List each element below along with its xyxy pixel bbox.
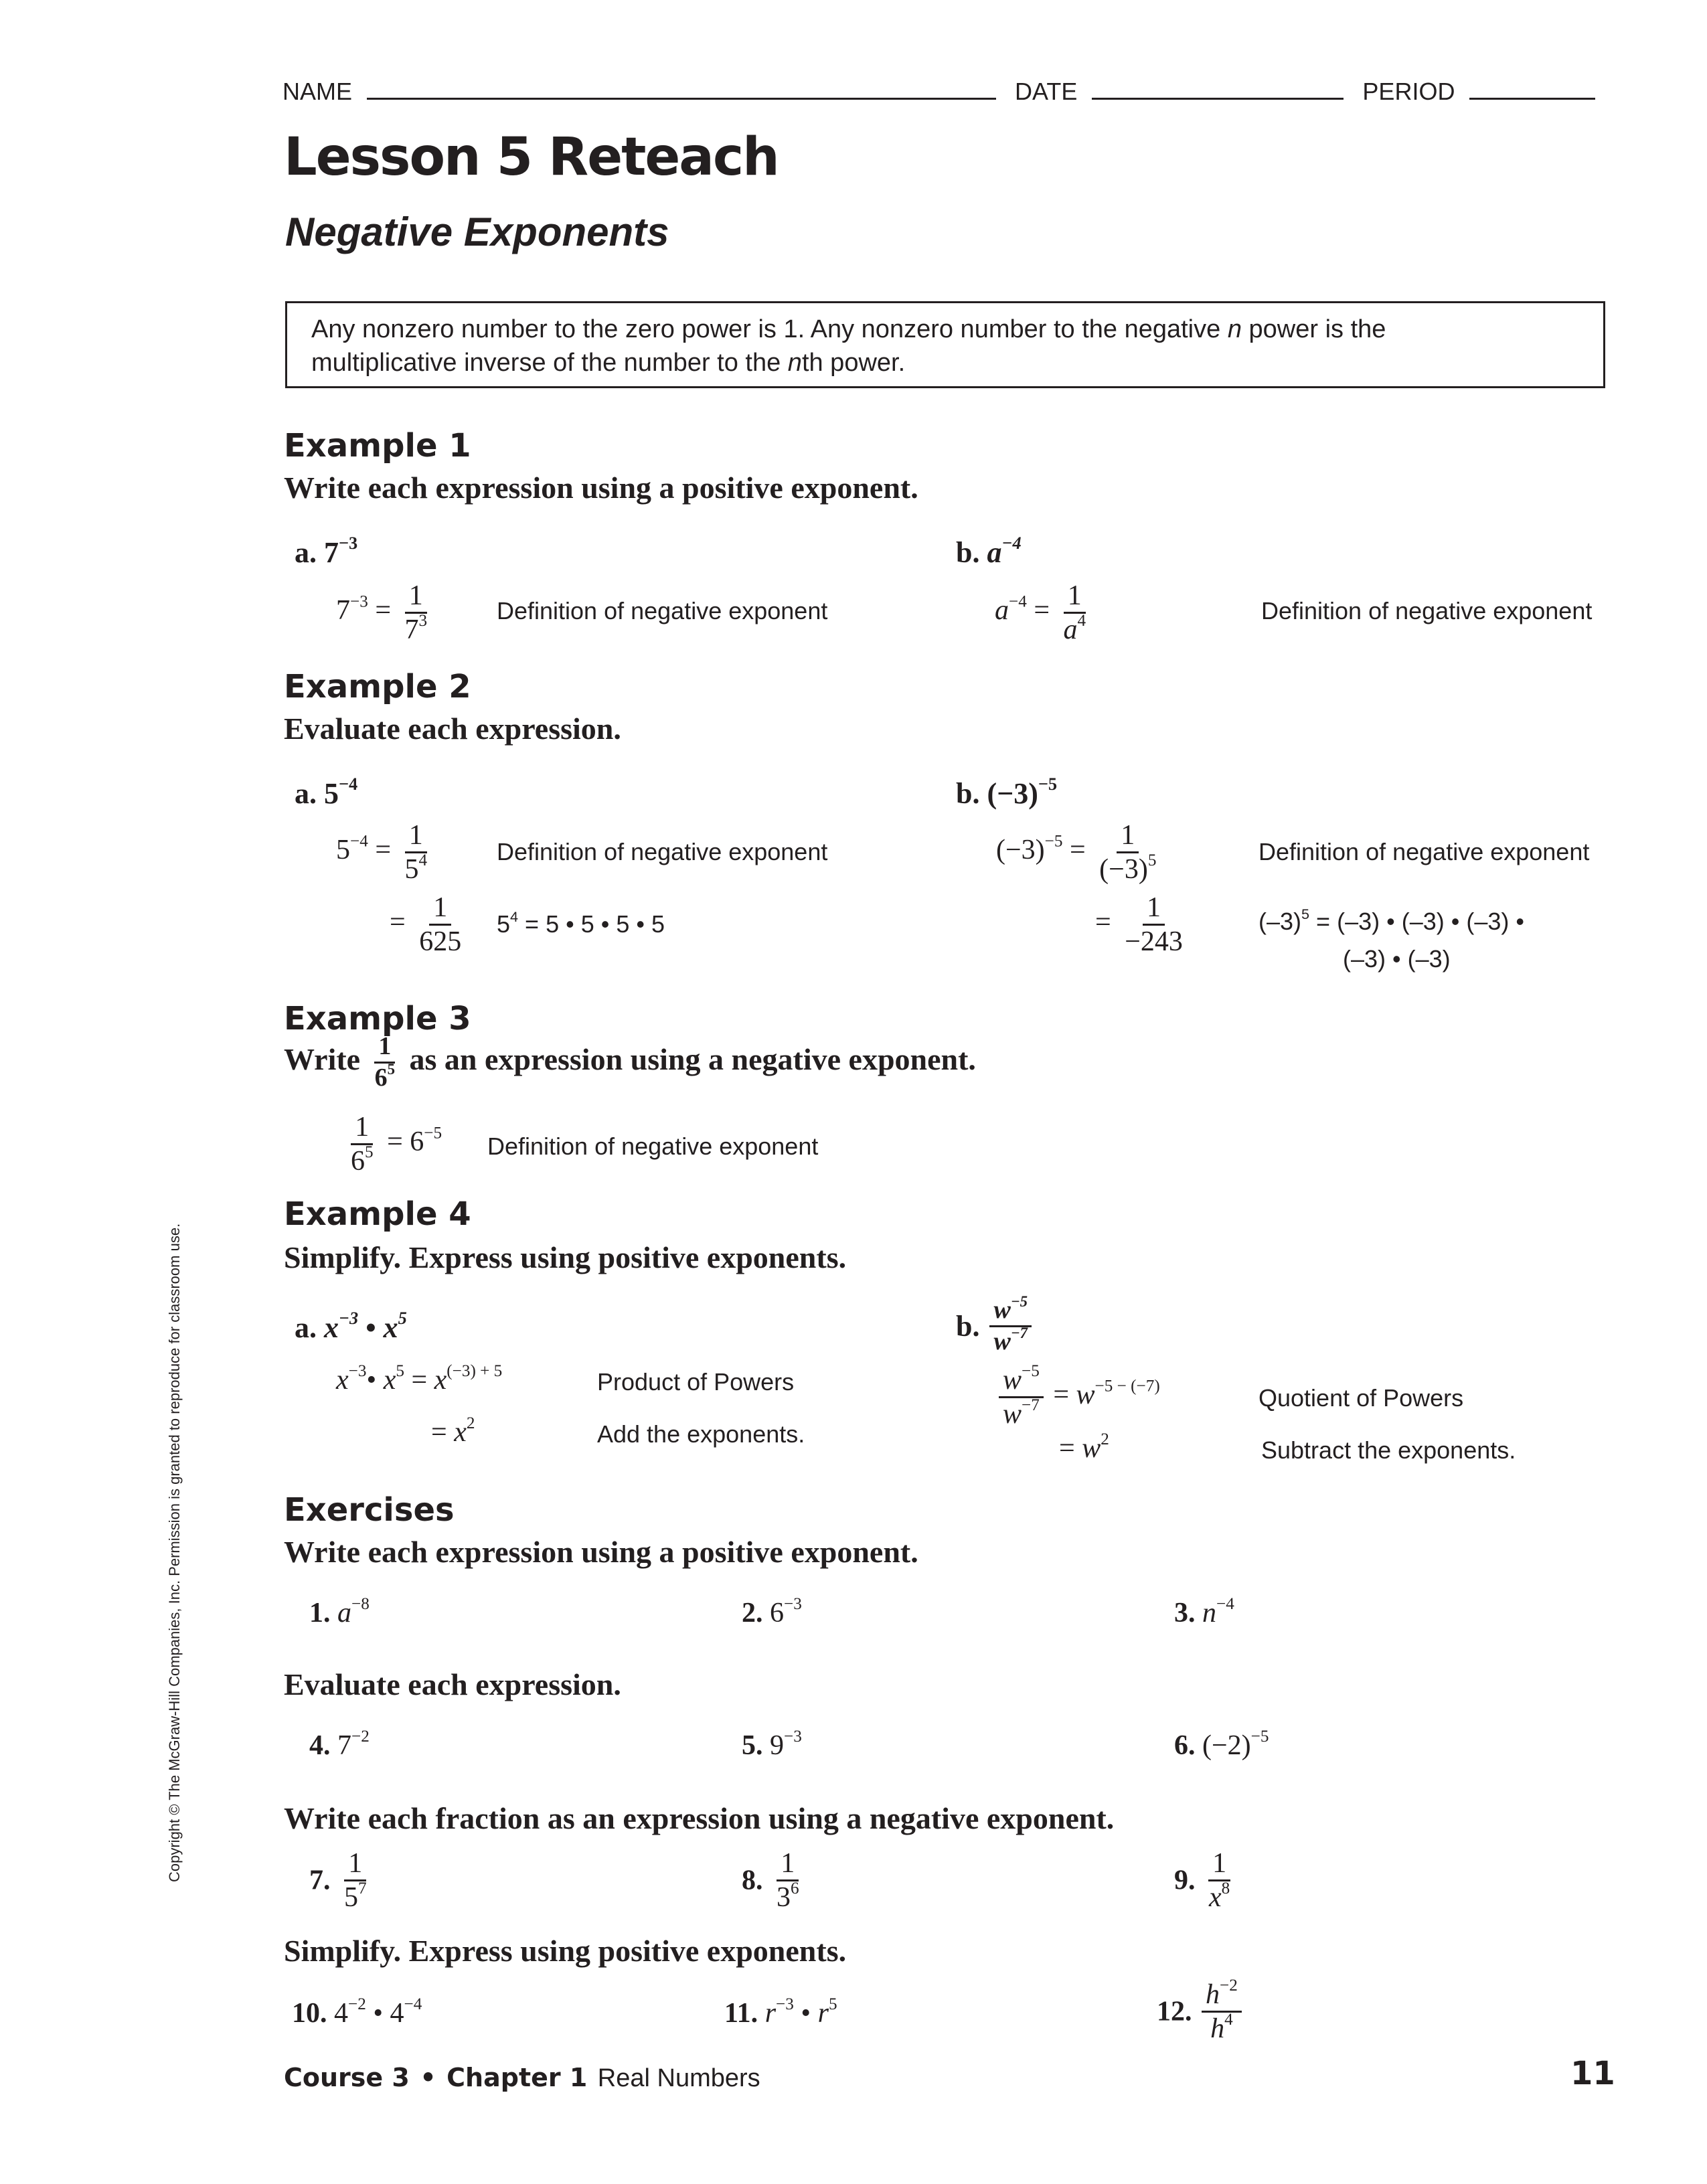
page-number: 11: [1570, 2055, 1615, 2092]
example-3-instruction: Write $\frac{1}{6^5}$ as an expression using a negative exponent.: [284, 1032, 976, 1092]
example-1-instruction: Write each expression using a positive exponent.: [284, 471, 918, 505]
footer-chapter: Chapter 1: [446, 2063, 588, 2092]
ex4-b-work-fraction: $\frac{w^{-5}}{w^{-7}}$: [999, 1365, 1044, 1429]
ex1-b-work: $a^{-4}$ = $\frac{1}{a^4}$: [995, 581, 1092, 645]
ex2-b-work-1: $(-3)^{-5}$ = $\frac{1}{(-3)^5}$: [996, 821, 1163, 884]
exercise-1: 1. $a^{-8}$: [309, 1595, 370, 1628]
exercise-12: 12. $\frac{h^{-2}}{h^4}$: [1157, 1980, 1244, 2043]
page-subtitle: Negative Exponents: [285, 209, 669, 254]
ex4-b-note-1: Quotient of Powers: [1258, 1384, 1464, 1412]
ex1-a-note: Definition of negative exponent: [497, 597, 828, 624]
example-2-heading: Example 2: [284, 668, 471, 705]
example-4-instruction: Simplify. Express using positive exponents.: [284, 1240, 847, 1274]
ex4-a-problem: a. $x^{-3}$ • $x^5$: [295, 1308, 407, 1344]
period-label: PERIOD: [1362, 78, 1455, 105]
footer-course: Course 3: [284, 2063, 410, 2092]
exercise-8-fraction: $\frac{1}{3^6}$: [777, 1848, 799, 1914]
ex2-b-problem: b. $(-3)^{-5}$: [956, 774, 1058, 810]
rule-line-2: multiplicative inverse of the number to the nth power.: [311, 349, 906, 377]
ex2-a-problem: a. $5^{-4}$: [295, 774, 358, 810]
ex1-a-problem: a. $7^{-3}$: [295, 533, 358, 569]
ex3-instruction-fraction: $\frac{1}{6^5}$: [374, 1032, 396, 1092]
ex4-b-problem-fraction: $\frac{w^{-5}}{w^{-7}}$: [989, 1297, 1032, 1355]
ex4-a-note-2: Add the exponents.: [597, 1420, 805, 1448]
exercise-12-fraction: $\frac{h^{-2}}{h^4}$: [1202, 1980, 1242, 2043]
exercises-section-3: Write each fraction as an expression using a negative exponent.: [284, 1801, 1115, 1835]
ex2-a-work-2: = $\frac{1}{625}$: [390, 893, 468, 956]
ex3-note: Definition of negative exponent: [487, 1132, 819, 1160]
ex1-b-note: Definition of negative exponent: [1261, 597, 1593, 624]
exercise-2: 2. $6^{-3}$: [742, 1595, 802, 1628]
ex2-b-fraction-2: $\frac{1}{-243}$: [1125, 892, 1183, 958]
name-field[interactable]: [367, 72, 996, 100]
exercise-8: 8. $\frac{1}{3^6}$: [742, 1849, 806, 1912]
ex2-b-note-2: $(-3)^5 = (-3)$ • (–3) • (–3) •: [1258, 905, 1524, 935]
ex4-b-work-2: = $w^2$: [1059, 1430, 1109, 1464]
header: [282, 72, 1595, 106]
period-field[interactable]: [1469, 72, 1595, 100]
footer-bullet: •: [420, 2063, 436, 2092]
ex1-b-fraction: $\frac{1}{a^4}$: [1063, 580, 1086, 646]
footer-chapter-title: Real Numbers: [597, 2064, 760, 2092]
exercises-section-4: Simplify. Express using positive exponents.: [284, 1934, 847, 1968]
ex4-b-problem: b. $\frac{w^{-5}}{w^{-7}}$: [956, 1297, 1034, 1355]
example-2-instruction: Evaluate each expression.: [284, 711, 621, 746]
exercise-3: 3. $n^{-4}$: [1174, 1595, 1234, 1628]
example-1-heading: Example 1: [284, 427, 471, 465]
exercise-6: 6. $(-2)^{-5}$: [1174, 1728, 1269, 1761]
exercise-7-fraction: $\frac{1}{5^7}$: [344, 1848, 367, 1914]
date-label: DATE: [1015, 78, 1078, 105]
ex1-a-work: $7^{-3}$ = $\frac{1}{7^3}$: [336, 581, 434, 645]
ex2-a-note-1: Definition of negative exponent: [497, 838, 828, 865]
exercise-7: 7. $\frac{1}{5^7}$: [309, 1849, 374, 1912]
copyright-notice: Copyright © The McGraw-Hill Companies, Inc. Permission is granted to reproduce for classroom use.: [166, 1223, 183, 1882]
ex3-fraction: $\frac{1}{6^5}$: [351, 1112, 374, 1177]
name-label: NAME: [282, 78, 353, 105]
page-title: Lesson 5 Reteach: [284, 127, 779, 187]
ex4-a-work-1: $x^{-3}•$ $x^5 = x^{(-3) + 5}$: [336, 1362, 503, 1396]
exercise-11: 11. $r^{-3}$ • $r^5$: [724, 1995, 837, 2029]
example-4-heading: Example 4: [284, 1195, 471, 1233]
ex4-a-work-2: = $x^2$: [431, 1414, 475, 1448]
example-3-heading: Example 3: [284, 1000, 471, 1037]
ex1-a-fraction: $\frac{1}{7^3}$: [404, 580, 428, 646]
exercise-10: 10. $4^{-2}$ • $4^{-4}$: [292, 1995, 422, 2029]
exercise-9-fraction: $\frac{1}{x^8}$: [1209, 1848, 1230, 1914]
exercises-section-2: Evaluate each expression.: [284, 1667, 621, 1701]
footer: [284, 2063, 760, 2093]
ex4-a-note-1: Product of Powers: [597, 1368, 795, 1396]
exercise-4: 4. $7^{-2}$: [309, 1728, 370, 1761]
ex2-a-work-1: $5^{-4}$ = $\frac{1}{5^4}$: [336, 821, 434, 884]
date-field[interactable]: [1092, 72, 1344, 100]
ex2-b-fraction-1: $\frac{1}{(-3)^5}$: [1099, 820, 1157, 886]
rule-box: [285, 301, 1605, 388]
ex2-b-note-2-line-2: (–3) • (–3): [1343, 945, 1451, 973]
ex2-a-note-2: $5^4 = 5$ • 5 • 5 • 5: [497, 908, 665, 938]
ex4-b-note-2: Subtract the exponents.: [1261, 1436, 1516, 1464]
exercise-9: 9. $\frac{1}{x^8}$: [1174, 1849, 1236, 1912]
rule-line-1: Any nonzero number to the zero power is 1. Any nonzero number to the negative n power is the: [311, 315, 1386, 343]
exercises-heading: Exercises: [284, 1491, 455, 1529]
ex4-b-work-1: $\frac{w^{-5}}{w^{-7}}$ = $w^{-5 - (-7)}$: [996, 1365, 1160, 1429]
ex2-b-note-1: Definition of negative exponent: [1258, 838, 1590, 865]
ex3-work: $\frac{1}{6^5}$ = $6^{-5}$: [344, 1112, 442, 1176]
exercise-5: 5. $9^{-3}$: [742, 1728, 802, 1761]
ex1-b-problem: b. $a^{-4}$: [956, 533, 1022, 569]
exercises-section-1: Write each expression using a positive exponent.: [284, 1535, 918, 1569]
ex2-a-fraction-1: $\frac{1}{5^4}$: [404, 820, 428, 886]
ex2-b-work-2: = $\frac{1}{-243}$: [1095, 893, 1190, 956]
ex2-a-fraction-2: $\frac{1}{625}$: [419, 892, 462, 958]
